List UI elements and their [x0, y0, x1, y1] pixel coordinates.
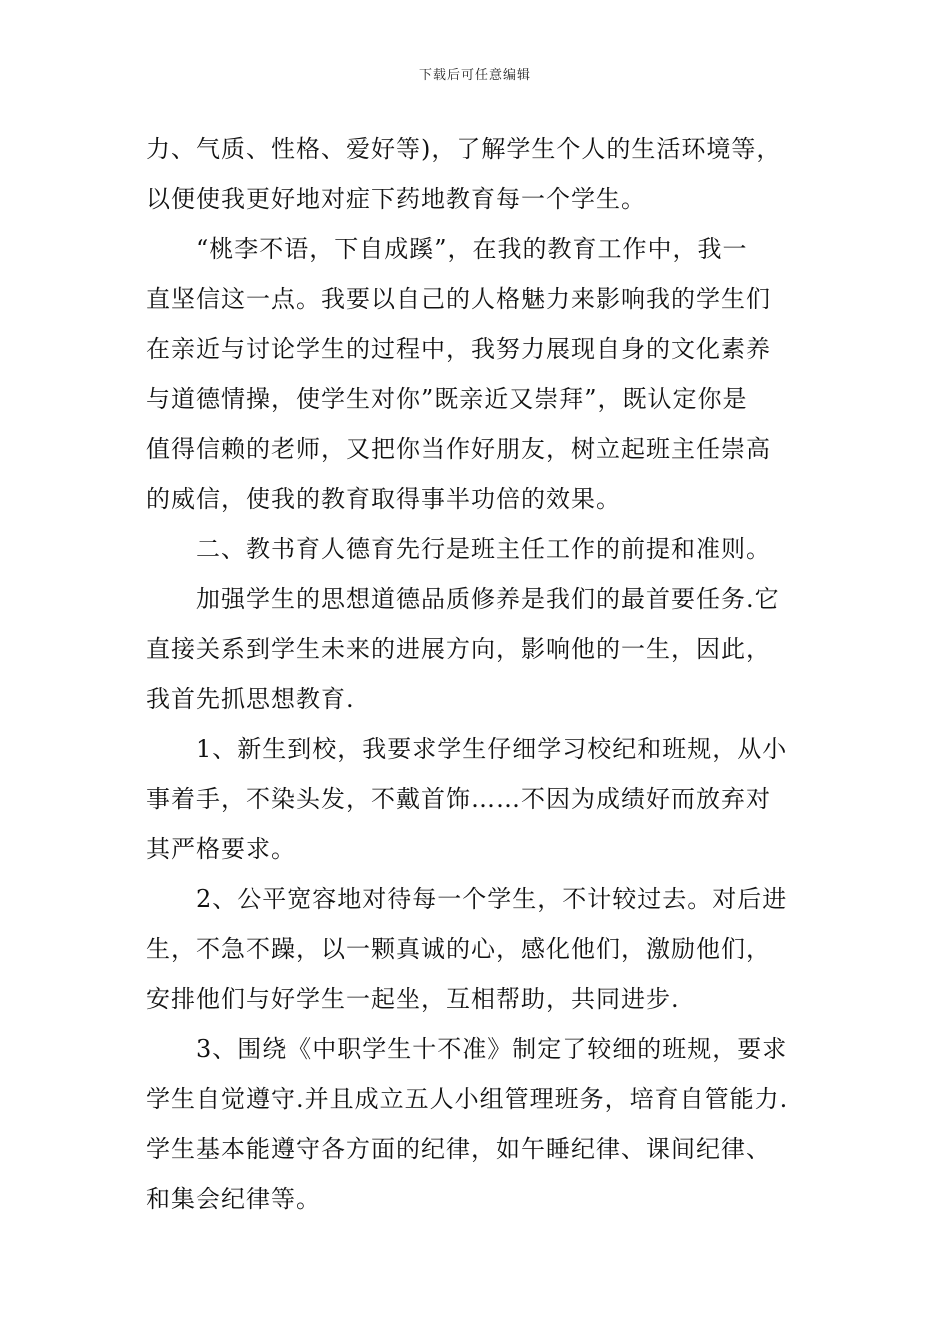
paragraph-first-line: “桃李不语，下自成蹊”，在我的教育工作中，我一 [196, 235, 748, 263]
text-line: 学生基本能遵守各方面的纪律，如午睡纪律、课间纪律、 [146, 1135, 771, 1163]
text-line: 直坚信这一点。我要以自己的人格魅力来影响我的学生们 [146, 285, 771, 313]
text-line: 安排他们与好学生一起坐，互相帮助，共同进步. [146, 985, 680, 1013]
text-line: 力、气质、性格、爱好等)，了解学生个人的生活环境等， [146, 135, 782, 163]
text-line: 和集会纪律等。 [146, 1185, 321, 1213]
list-item-2-first-line: 2、公平宽容地对待每一个学生，不计较过去。对后进 [196, 885, 788, 913]
text-line: 事着手，不染头发，不戴首饰……不因为成绩好而放弃对 [146, 785, 771, 813]
text-line: 的威信，使我的教育取得事半功倍的效果。 [146, 485, 621, 513]
text-line: 与道德情操，使学生对你”既亲近又崇拜”，既认定你是 [146, 385, 748, 413]
paragraph-first-line: 加强学生的思想道德品质修养是我们的最首要任务.它 [196, 585, 780, 613]
list-item-1-first-line: 1、新生到校，我要求学生仔细学习校纪和班规，从小 [196, 735, 788, 763]
section-heading: 二、教书育人德育先行是班主任工作的前提和准则。 [196, 535, 771, 563]
text-line: 其严格要求。 [146, 835, 296, 863]
text-line: 值得信赖的老师，又把你当作好朋友，树立起班主任崇高 [146, 435, 771, 463]
text-line: 生，不急不躁，以一颗真诚的心，感化他们，激励他们， [146, 935, 771, 963]
text-line: 我首先抓思想教育. [146, 685, 355, 713]
text-line: 以便使我更好地对症下药地教育每一个学生。 [146, 185, 646, 213]
page-header-note: 下载后可任意编辑 [418, 68, 531, 83]
text-line: 在亲近与讨论学生的过程中，我努力展现自身的文化素养 [146, 335, 771, 363]
text-line: 学生自觉遵守.并且成立五人小组管理班务，培育自管能力. [146, 1085, 789, 1113]
document-body [146, 124, 816, 1224]
text-line: 直接关系到学生未来的进展方向，影响他的一生，因此， [146, 635, 771, 663]
list-item-3-first-line: 3、围绕《中职学生十不准》制定了较细的班规，要求 [196, 1035, 788, 1063]
